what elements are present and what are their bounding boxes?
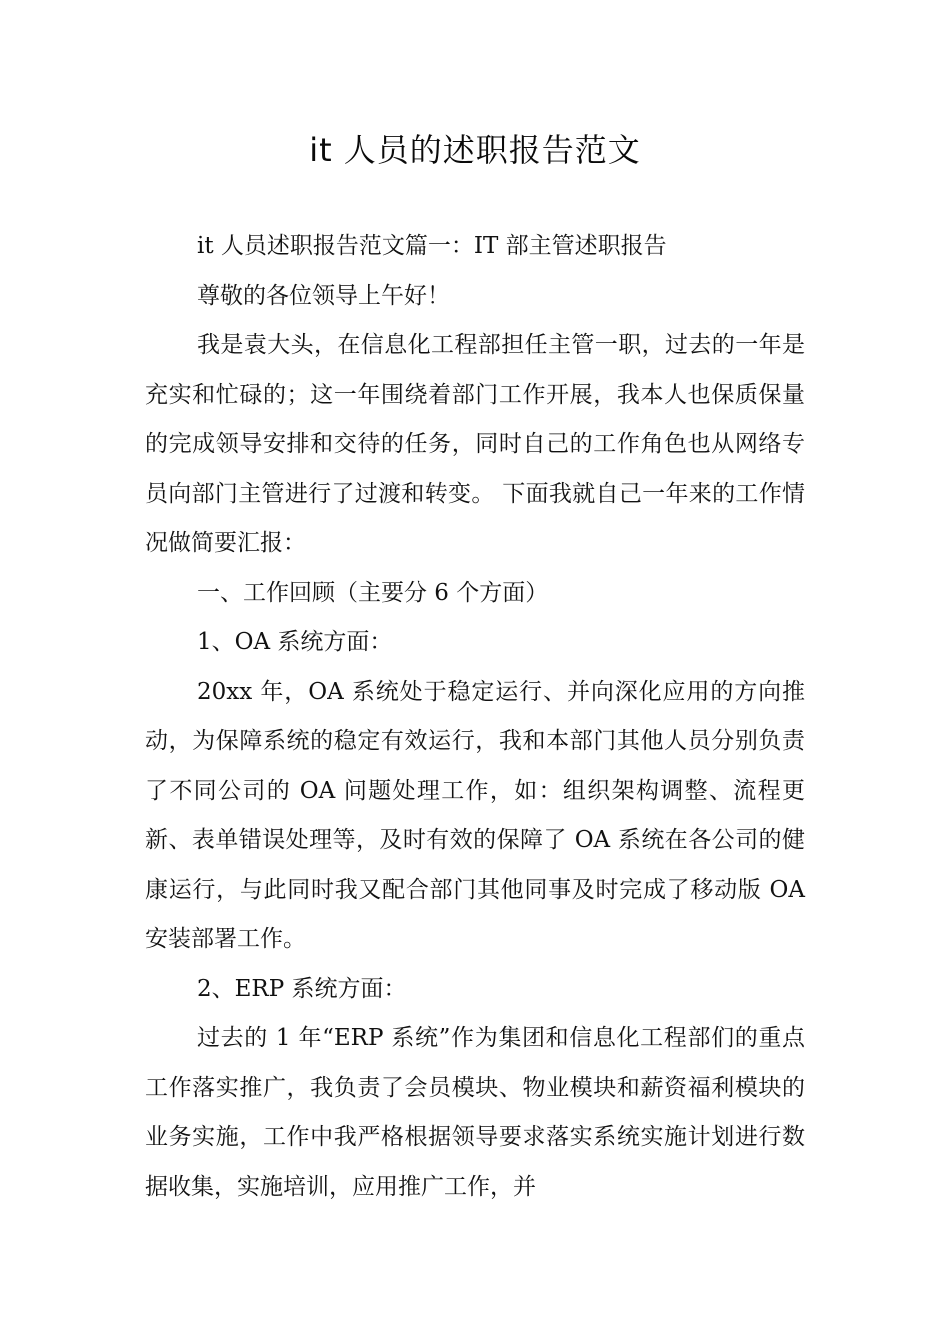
oa-heading: 1、OA 系统方面： — [197, 629, 393, 655]
erp-heading: 2、ERP 系统方面： — [197, 975, 407, 1002]
document-body — [145, 222, 805, 1212]
document-title: it 人员的述职报告范文 — [309, 131, 641, 169]
greeting-paragraph: 尊敬的各位领导上午好！ — [197, 282, 450, 309]
work-review-heading: 一、工作回顾（主要分 6 个方面） — [197, 579, 549, 606]
erp-paragraph: 过去的 1 年“ERP 系统”作为集团和信息化工程部们的重点工作落实推广，我负责了会员模块、物业模块和薪资福利模块的业务实施，工作中我严格根据领导要求落实系统实施计划进行数据收集，实施培训，应用推广工作，并 — [145, 1025, 805, 1200]
section-heading: it 人员述职报告范文篇一：IT 部主管述职报告 — [197, 233, 667, 259]
oa-paragraph: 20xx 年，OA 系统处于稳定运行、并向深化应用的方向推动，为保障系统的稳定有效运行，我和本部门其他人员分别负责了不同公司的 OA 问题处理工作，如：组织架构调整、流程更新、表单错误处理等，及时有效的保障了 OA 系统在各公司的健康运行，与此同时我又配合部门其他同事及时完成了移动版 OA 安装部署工作。 — [145, 678, 805, 952]
intro-paragraph: 我是袁大头，在信息化工程部担任主管一职，过去的一年是充实和忙碌的；这一年围绕着部门工作开展，我本人也保质保量的完成领导安排和交待的任务，同时自己的工作角色也从网络专员向部门主管进行了过渡和转变。 下面我就自己一年来的工作情况做简要汇报： — [145, 332, 805, 556]
